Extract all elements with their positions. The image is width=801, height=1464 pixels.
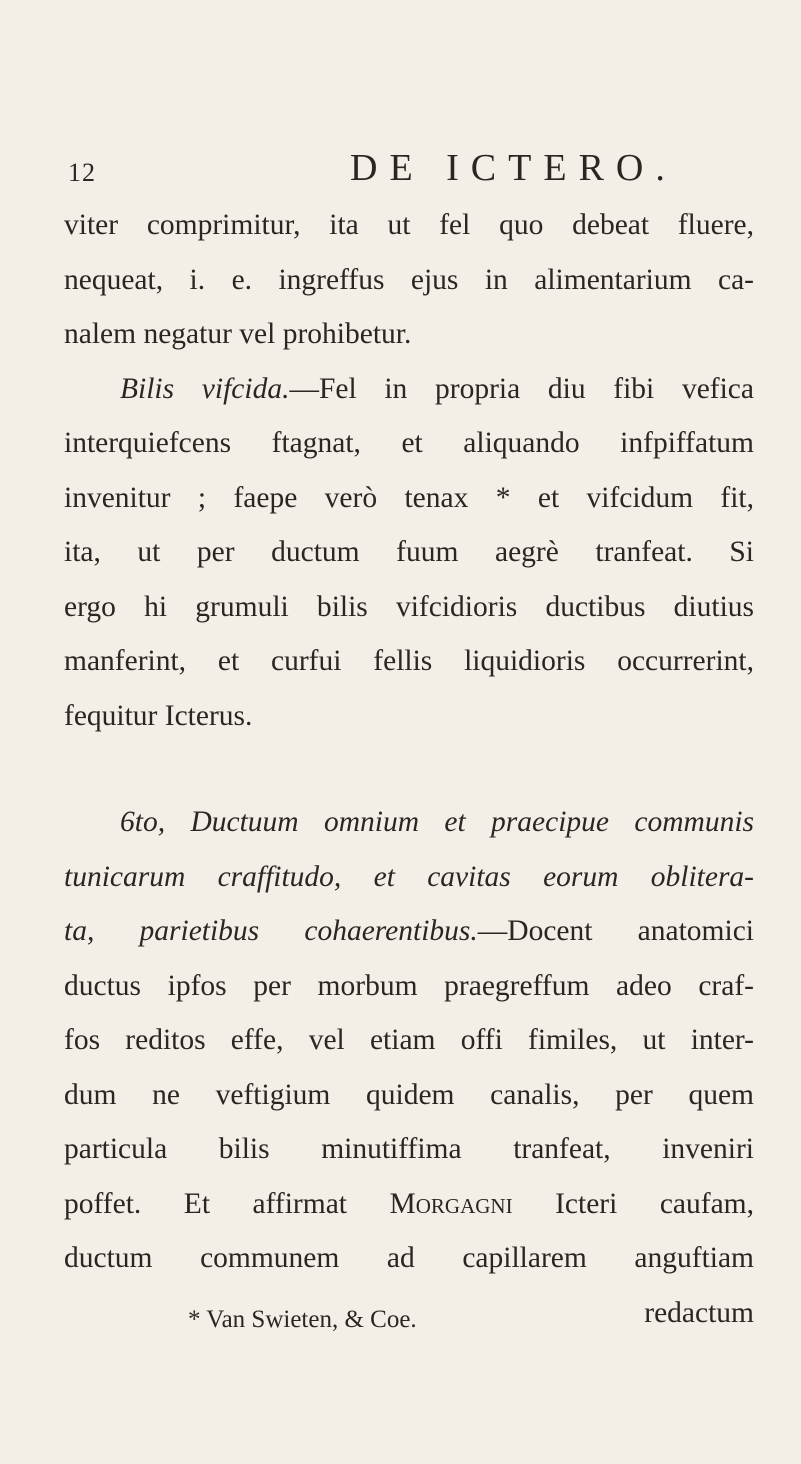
italic-heading: Bilis vifcida.: [120, 372, 290, 405]
page-number: 12: [68, 158, 96, 187]
text-span: Icteri caufam,: [555, 1187, 755, 1220]
text-line: dum ne veftigium quidem canalis, per quem: [64, 1078, 754, 1111]
text-line: ductus ipfos per morbum praegreffum adeo craf-: [64, 969, 754, 1002]
text-line: particula bilis minutiffima tranfeat, inveniri: [64, 1133, 754, 1165]
text-line: fequitur Icterus.: [64, 699, 253, 732]
text-line: ductum communem ad capillarem anguftiam: [64, 1242, 754, 1274]
text-line: ita, ut per ductum fuum aegrè tranfeat. Si: [64, 536, 754, 568]
text-line: interquiefcens ftagnat, et aliquando infpiffatum: [64, 427, 754, 459]
text-line: [64, 904, 754, 959]
text-line: nalem negatur vel prohibetur.: [64, 318, 412, 350]
body-text: [64, 198, 754, 1340]
text-line: tunicarum craffitudo, et cavitas eorum oblitera-: [64, 860, 754, 893]
text-line: ergo hi grumuli bilis vifcidioris ductibus diutius: [64, 590, 754, 623]
text-line: fos reditos effe, vel etiam offi fimiles, ut inter-: [64, 1024, 754, 1056]
paragraph-gap: [64, 743, 754, 795]
text-span: —Fel in propria diu fibi vefica: [289, 372, 754, 405]
text-line: nequeat, i. e. ingreffus ejus in alimentarium ca-: [64, 263, 754, 296]
footnote: * Van Swieten, & Coe.: [188, 1306, 417, 1333]
author-name: Morgagni: [389, 1187, 513, 1220]
text-line: viter comprimitur, ita ut fel quo debeat fluere,: [64, 209, 754, 241]
text-line: [64, 1177, 754, 1232]
text-span: —Docent anatomici: [477, 915, 754, 947]
page-header: [40, 140, 760, 190]
running-title: DE ICTERO.: [350, 147, 677, 189]
text-span: Et affirmat: [183, 1187, 347, 1220]
text-span: poffet.: [64, 1187, 142, 1220]
text-line: manferint, et curfui fellis liquidioris occurrerint,: [64, 645, 754, 677]
italic-span: ta, parietibus cohaerentibus.: [64, 915, 478, 947]
text-line: [64, 362, 754, 417]
text-line: invenitur ; faepe verò tenax * et vifcidum fit,: [64, 481, 754, 514]
catchword: redactum: [644, 1296, 754, 1329]
text-line: 6to, Ductuum omnium et praecipue communis: [120, 806, 754, 838]
